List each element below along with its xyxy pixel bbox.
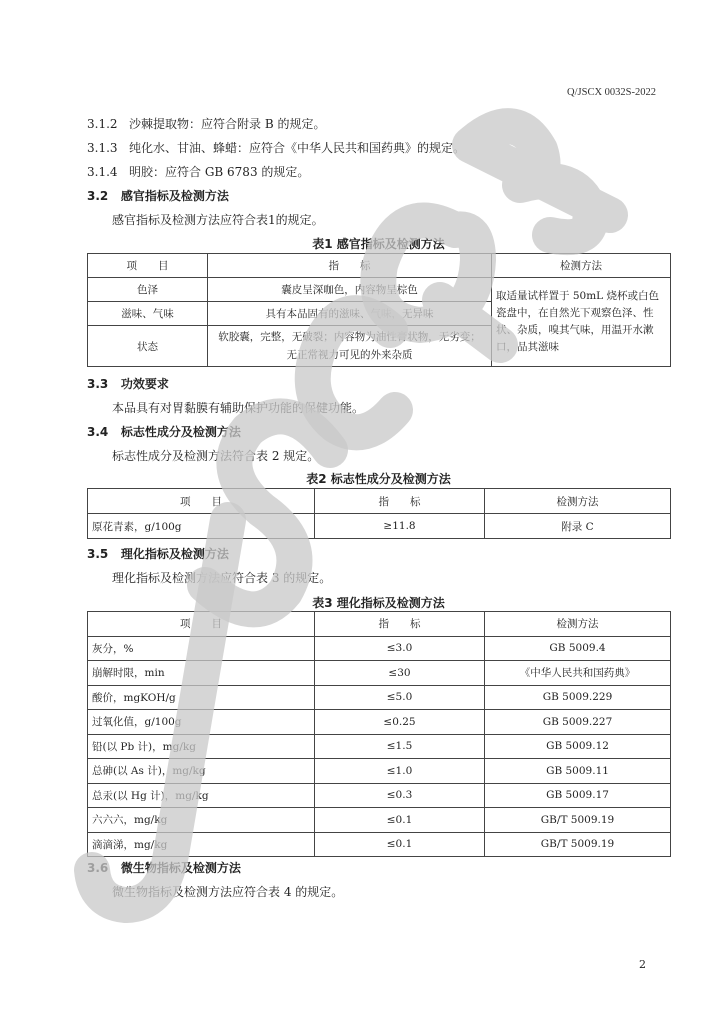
- table2-marker-ingredient: [87, 488, 671, 539]
- section-heading-3-4: [87, 423, 241, 440]
- spec-cell: ≤0.3: [315, 783, 485, 808]
- header-cell: 项 目: [88, 612, 315, 637]
- table-row: [88, 685, 671, 710]
- spec-cell: ≤3.0: [315, 636, 485, 661]
- item-cell: 过氧化值，g/100g: [88, 710, 315, 735]
- section-body-3-2: 感官指标及检测方法应符合表1的规定。: [112, 213, 324, 227]
- section-number: 3.4: [87, 425, 109, 439]
- header-cell: 检测方法: [492, 254, 671, 278]
- table3-physicochemical: [87, 611, 671, 857]
- method-cell: 附录 C: [485, 514, 671, 539]
- section-number: 3.5: [87, 547, 109, 561]
- section-title: 感官指标及检测方法: [120, 189, 229, 203]
- item-cell: 滴滴涕，mg/kg: [88, 832, 315, 857]
- clause-3-1-3: [87, 139, 465, 156]
- table-row: [88, 514, 671, 539]
- item-cell: 灰分，%: [88, 636, 315, 661]
- clause-text: 明胶：应符合 GB 6783 的规定。: [129, 165, 310, 179]
- method-cell: GB 5009.17: [485, 783, 671, 808]
- table3-caption: 表3 理化指标及检测方法: [312, 596, 445, 610]
- header-cell: 项 目: [88, 489, 315, 514]
- spec-cell: ≤1.0: [315, 759, 485, 784]
- section-body-3-4: 标志性成分及检测方法符合表 2 规定。: [112, 449, 320, 463]
- spec-cell: 具有本品固有的滋味、气味，无异味: [208, 302, 492, 326]
- header-cell: 项 目: [88, 254, 208, 278]
- section-body-3-6: 微生物指标及检测方法应符合表 4 的规定。: [112, 885, 344, 899]
- spec-line: 无正常视力可见的外来杂质: [286, 349, 413, 361]
- section-number: 3.2: [87, 189, 109, 203]
- method-cell: GB/T 5009.19: [485, 808, 671, 833]
- spec-cell: ≤30: [315, 661, 485, 686]
- table-header-row: [88, 254, 671, 278]
- spec-cell: 囊皮呈深咖色，内容物呈棕色: [208, 278, 492, 302]
- method-cell: GB/T 5009.19: [485, 832, 671, 857]
- table-row: [88, 832, 671, 857]
- item-cell: 原花青素，g/100g: [88, 514, 315, 539]
- table-row: [88, 808, 671, 833]
- table-row: [88, 710, 671, 735]
- item-cell: 色泽: [88, 278, 208, 302]
- table2-caption: 表2 标志性成分及检测方法: [306, 472, 451, 486]
- table-row: [88, 783, 671, 808]
- item-cell: 总砷(以 As 计)，mg/kg: [88, 759, 315, 784]
- table-row: [88, 661, 671, 686]
- method-cell: GB 5009.4: [485, 636, 671, 661]
- spec-cell: ≤0.25: [315, 710, 485, 735]
- spec-cell: [208, 326, 492, 367]
- document-code: Q/JSCX 0032S-2022: [567, 87, 656, 98]
- item-cell: 酸价，mgKOH/g: [88, 685, 315, 710]
- section-heading-3-2: [87, 187, 229, 204]
- table1-sensory: [87, 253, 671, 367]
- spec-cell: ≥11.8: [315, 514, 485, 539]
- item-cell: 铅(以 Pb 计)，mg/kg: [88, 734, 315, 759]
- method-cell: GB 5009.12: [485, 734, 671, 759]
- clause-number: 3.1.2: [87, 117, 118, 131]
- table-row: [88, 759, 671, 784]
- clause-number: 3.1.3: [87, 141, 118, 155]
- spec-cell: ≤5.0: [315, 685, 485, 710]
- section-title: 功效要求: [120, 377, 169, 391]
- spec-cell: ≤0.1: [315, 832, 485, 857]
- item-cell: 滋味、气味: [88, 302, 208, 326]
- method-cell: GB 5009.11: [485, 759, 671, 784]
- section-number: 3.6: [87, 861, 109, 875]
- table-row: [88, 636, 671, 661]
- section-heading-3-6: [87, 859, 241, 876]
- watermark-letter-b: [470, 126, 610, 237]
- clause-3-1-4: [87, 163, 309, 180]
- spec-cell: ≤0.1: [315, 808, 485, 833]
- clause-text: 沙棘提取物：应符合附录 B 的规定。: [129, 117, 326, 131]
- header-cell: 指 标: [208, 254, 492, 278]
- section-heading-3-3: [87, 375, 169, 392]
- section-heading-3-5: [87, 545, 229, 562]
- table-header-row: [88, 612, 671, 637]
- item-cell: 状态: [88, 326, 208, 367]
- table1-caption: 表1 感官指标及检测方法: [312, 237, 445, 251]
- header-cell: 检测方法: [485, 612, 671, 637]
- table-row: [88, 278, 671, 302]
- clause-text: 纯化水、甘油、蜂蜡：应符合《中华人民共和国药典》的规定。: [129, 141, 466, 155]
- section-body-3-5: 理化指标及检测方法应符合表 3 的规定。: [112, 571, 332, 585]
- item-cell: 六六六，mg/kg: [88, 808, 315, 833]
- section-number: 3.3: [87, 377, 109, 391]
- header-cell: 指 标: [315, 489, 485, 514]
- table-row: [88, 734, 671, 759]
- header-cell: 检测方法: [485, 489, 671, 514]
- section-body-3-3: 本品具有对胃黏膜有辅助保护功能的保健功能。: [112, 401, 365, 415]
- section-title: 微生物指标及检测方法: [120, 861, 241, 875]
- method-cell: GB 5009.227: [485, 710, 671, 735]
- item-cell: 崩解时限，min: [88, 661, 315, 686]
- page-number: 2: [639, 958, 646, 971]
- spec-cell: ≤1.5: [315, 734, 485, 759]
- method-cell: GB 5009.229: [485, 685, 671, 710]
- clause-number: 3.1.4: [87, 165, 118, 179]
- item-cell: 总汞(以 Hg 计)，mg/kg: [88, 783, 315, 808]
- method-cell: 《中华人民共和国药典》: [485, 661, 671, 686]
- section-title: 标志性成分及检测方法: [120, 425, 241, 439]
- section-title: 理化指标及检测方法: [120, 547, 229, 561]
- spec-line: 软胶囊，完整，无破裂；内容物为油性膏状物，无劣变；: [218, 331, 481, 343]
- header-cell: 指 标: [315, 612, 485, 637]
- clause-3-1-2: [87, 115, 325, 132]
- table-header-row: [88, 489, 671, 514]
- method-cell: 取适量试样置于 50mL 烧杯或白色瓷盘中，在自然光下观察色泽、性状、杂质，嗅其气味，用温开水漱口，品其滋味: [492, 278, 671, 367]
